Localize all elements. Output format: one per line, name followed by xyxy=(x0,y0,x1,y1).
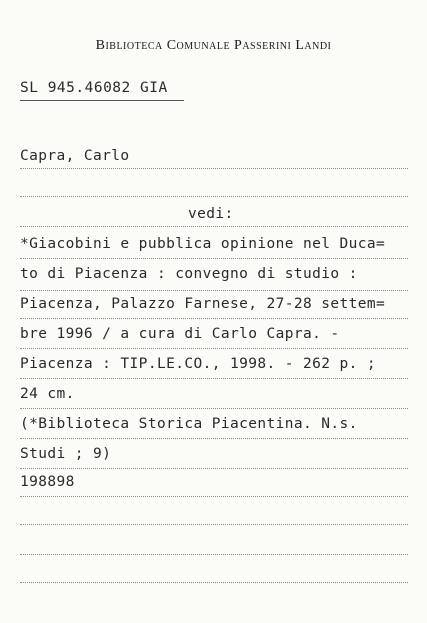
series-line: (*Biblioteca Storica Piacentina. N.s. xyxy=(20,416,358,432)
ruled-line xyxy=(20,168,408,169)
ruled-line xyxy=(20,496,408,497)
call-number: SL 945.46082 GIA xyxy=(20,80,168,96)
series-line: Studi ; 9) xyxy=(20,446,112,462)
ruled-line xyxy=(20,378,408,379)
ruled-line xyxy=(20,554,408,555)
ruled-line xyxy=(20,408,408,409)
description-line: *Giacobini e pubblica opinione nel Duca= xyxy=(20,236,386,252)
description-line: Piacenza, Palazzo Farnese, 27-28 settem= xyxy=(20,296,386,312)
call-number-underline xyxy=(20,100,184,101)
ruled-line xyxy=(20,226,408,227)
description-line: bre 1996 / a cura di Carlo Capra. - xyxy=(20,326,340,342)
ruled-line xyxy=(20,348,408,349)
ruled-line xyxy=(20,290,408,291)
description-line: to di Piacenza : convegno di studio : xyxy=(20,266,358,282)
see-reference: vedi: xyxy=(188,206,234,222)
description-line: 24 cm. xyxy=(20,386,75,402)
inventory-number: 198898 xyxy=(20,474,75,490)
author-heading: Capra, Carlo xyxy=(20,148,130,164)
ruled-line xyxy=(20,468,408,469)
ruled-line xyxy=(20,318,408,319)
ruled-line xyxy=(20,582,408,583)
ruled-line xyxy=(20,438,408,439)
ruled-line xyxy=(20,196,408,197)
description-line: Piacenza : TIP.LE.CO., 1998. - 262 p. ; xyxy=(20,356,377,372)
ruled-line xyxy=(20,258,408,259)
library-header: Biblioteca Comunale Passerini Landi xyxy=(95,38,332,53)
ruled-line xyxy=(20,524,408,525)
